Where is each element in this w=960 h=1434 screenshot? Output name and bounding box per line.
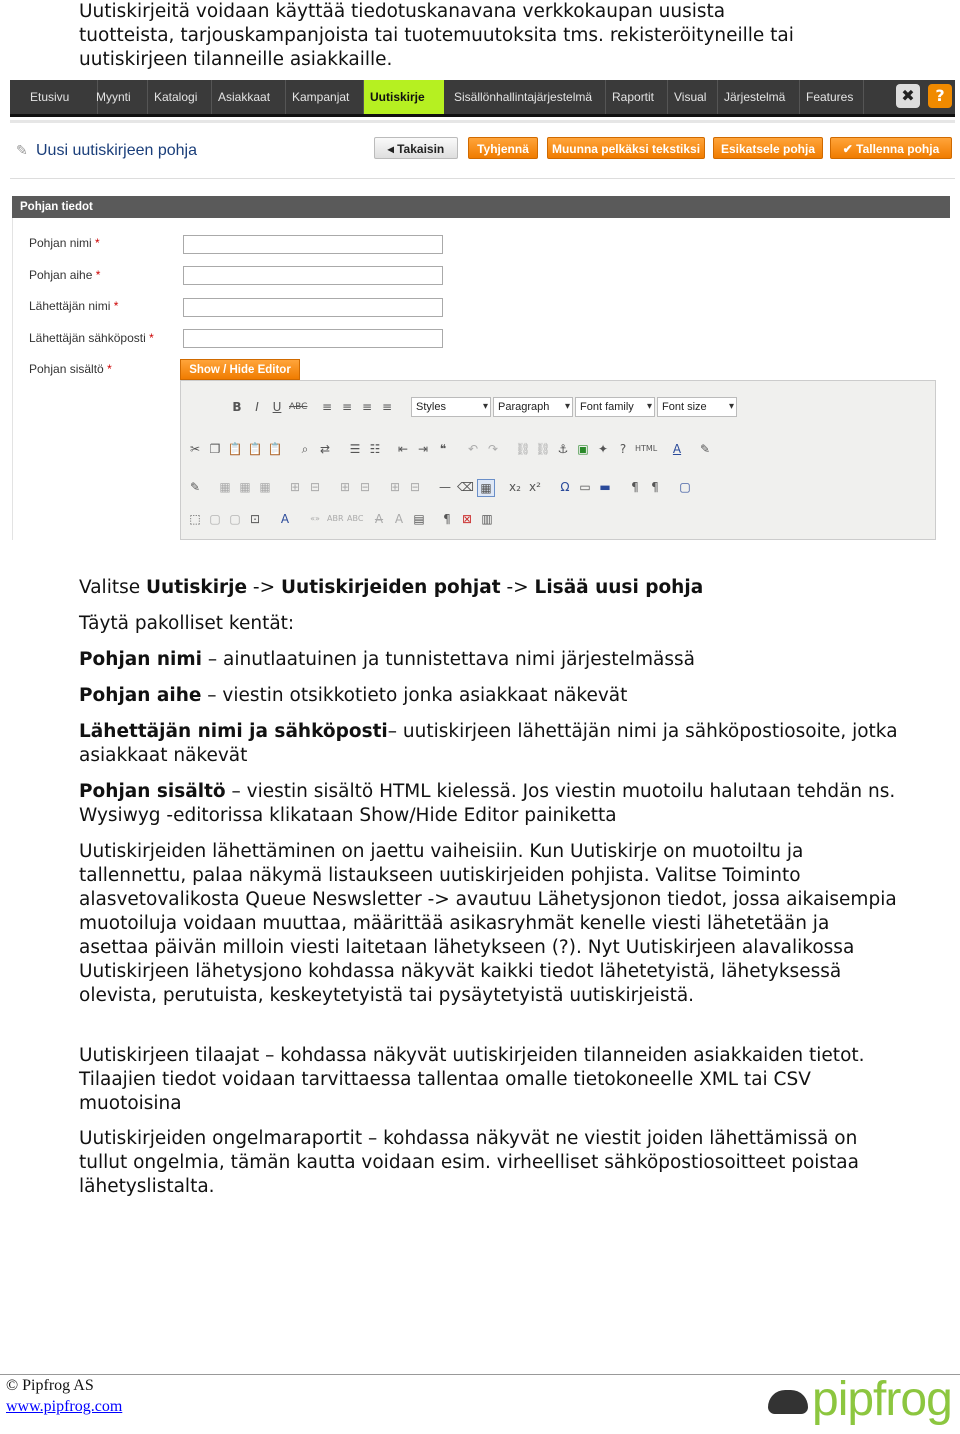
delete-row-icon[interactable]: ⊟ xyxy=(309,480,321,494)
tools-icon[interactable]: ✖ xyxy=(896,84,920,108)
nav-myynti[interactable]: Myynti xyxy=(90,80,148,114)
insert-col-icon[interactable]: ⊞ xyxy=(339,480,351,494)
label-content xyxy=(29,362,112,376)
page-title: Uusi uutiskirjeen pohja xyxy=(36,142,197,159)
reset-button[interactable]: Tyhjennä xyxy=(468,137,538,159)
cleanup-icon[interactable]: ✦ xyxy=(597,442,609,456)
intro-text xyxy=(79,0,899,72)
back-icon: ◂ xyxy=(387,142,398,156)
help-editor-icon[interactable]: ? xyxy=(619,442,627,456)
table-cell-props-icon[interactable]: ▦ xyxy=(259,480,271,494)
italic-icon[interactable]: I xyxy=(255,400,259,414)
pipfrog-logo: pipfrog xyxy=(812,1373,952,1426)
insert-layer-icon[interactable]: ⬚ xyxy=(189,512,201,526)
align-justify-icon[interactable]: ≡ xyxy=(381,400,393,414)
copy-icon[interactable]: ❐ xyxy=(209,442,221,456)
blockquote-icon[interactable]: ❝ xyxy=(439,442,447,456)
visualchars-icon[interactable]: ¶ xyxy=(443,512,451,526)
label-name xyxy=(29,236,100,250)
nav-kampanjat[interactable]: Kampanjat xyxy=(286,80,364,114)
cite-icon[interactable]: «» xyxy=(310,514,320,523)
move-forward-icon[interactable]: ▢ xyxy=(209,512,221,526)
main-nav xyxy=(10,80,955,117)
field-desc: – viestin otsikkotieto jonka asiakkaat näkevät xyxy=(201,685,628,706)
field-desc: – viestin sisältö HTML kielessä. Jos viestin muotoilu halutaan tehdän ns. Wysiwyg -editorissa klikataan Show/Hide Editor painiketta xyxy=(79,781,896,826)
label-subject xyxy=(29,268,100,282)
label-text: Lähettäjän nimi xyxy=(29,299,111,313)
redo-icon[interactable]: ↷ xyxy=(487,442,499,456)
paste-text-icon[interactable]: 📋 xyxy=(247,442,263,456)
nav-asiakkaat[interactable]: Asiakkaat xyxy=(212,80,286,114)
intro-line: Uutiskirjeitä voidaan käyttää tiedotuskanavana verkkokaupan uusista xyxy=(79,1,726,22)
menu-ref: Lisää uusi pohja xyxy=(534,577,704,598)
horizontal-rule-icon[interactable]: — xyxy=(439,480,451,494)
pagebreak-icon[interactable]: ▥ xyxy=(481,512,493,526)
link-icon[interactable]: ⛓ xyxy=(515,442,531,456)
cut-icon[interactable]: ✂ xyxy=(189,442,201,456)
footer-link[interactable]: www.pipfrog.com xyxy=(6,1398,123,1415)
media-icon[interactable]: ▭ xyxy=(579,480,591,494)
abbr-icon[interactable]: ABR xyxy=(327,514,344,523)
nav-visual[interactable]: Visual xyxy=(668,80,718,114)
nav-features[interactable]: Features xyxy=(800,80,864,114)
field-term: Pohjan sisältö xyxy=(79,781,226,802)
find-icon[interactable]: ⌕ xyxy=(301,442,309,456)
font-size-select[interactable]: Font size ▾ xyxy=(657,397,737,417)
save-button[interactable] xyxy=(830,137,952,159)
split-cells-icon[interactable]: ⊞ xyxy=(389,480,401,494)
sending-paragraph: Uutiskirjeiden lähettäminen on jaettu vaiheisiin. Kun Uutiskirje on muotoiltu ja tallennettu, palaa näkymä listaukseen uutiskirjeiden pohjista. Valitse Toiminto alasvetovalikosta Queue Neswsletter -> avautuu Lähetysjonon tiedot, jossa aikaisempia muotoiluja voidaan muuttaa, määrittää asikasryhmät kenelle viesti lähetetään ja asettaa päivän milloin viesti laitetaan lähetykseen (?). Nyt Uutiskirjeen alavalikossa Uutiskirjeen lähetysjono kohdassa näkyvät kaikki tiedot lähetetyistä, lähetyksessä olevista, perutuista, keskeytetyistä tai pysäytetyistä uutiskirjeistä. xyxy=(79,841,897,1006)
section-title: Pohjan tiedot xyxy=(12,196,950,218)
subject-input[interactable] xyxy=(183,266,443,285)
paste-word-icon[interactable]: 📋 xyxy=(267,442,283,456)
check-icon: ✔ xyxy=(842,142,857,156)
nav-raportit[interactable]: Raportit xyxy=(606,80,668,114)
fullscreen-icon[interactable]: ▢ xyxy=(679,480,691,494)
problem-reports-paragraph: Uutiskirjeiden ongelmaraportit – kohdassa näkyvät ne viestit joiden lähettämissä on tullut ongelmia, tämän kautta voidaan esim. virheelliset sähköpostiosoitteet poistaa lähetyslistalta. xyxy=(79,1128,859,1197)
paste-icon[interactable]: 📋 xyxy=(227,442,243,456)
edit-css-icon[interactable]: ✎ xyxy=(189,480,201,494)
nav-divider xyxy=(10,120,955,123)
insert-row-icon[interactable]: ⊞ xyxy=(289,480,301,494)
menu-ref: Uutiskirje xyxy=(146,577,248,598)
nav-etusivu[interactable]: Etusivu xyxy=(24,80,98,114)
table-icon[interactable]: ▦ xyxy=(219,480,231,494)
ltr-icon[interactable]: ¶ xyxy=(631,480,639,494)
label-text: Lähettäjän sähköposti xyxy=(29,331,146,345)
field-term: Pohjan nimi xyxy=(79,649,203,670)
move-backward-icon[interactable]: ▢ xyxy=(229,512,241,526)
advanced-hr-icon[interactable]: ▬ xyxy=(599,480,611,494)
nav-uutiskirje[interactable]: Uutiskirje xyxy=(364,80,444,114)
align-left-icon[interactable]: ≡ xyxy=(321,400,333,414)
acronym-icon[interactable]: ABC xyxy=(347,514,364,523)
nav-katalogi[interactable]: Katalogi xyxy=(148,80,212,114)
sender-name-input[interactable] xyxy=(183,298,443,317)
text-color-icon[interactable]: A xyxy=(672,442,682,456)
admin-screenshot xyxy=(10,80,955,540)
align-center-icon[interactable]: ≡ xyxy=(341,400,353,414)
save-label: Tallenna pohja xyxy=(856,142,940,156)
html-source-icon[interactable]: HTML xyxy=(635,444,658,453)
strikethrough-icon[interactable]: ABC xyxy=(289,402,308,412)
numbered-list-icon[interactable]: ☷ xyxy=(369,442,381,456)
ins-icon[interactable]: A xyxy=(394,512,404,526)
label-sender-email xyxy=(29,331,154,345)
subscript-icon[interactable]: x₂ xyxy=(509,480,521,494)
text: -> xyxy=(500,577,535,598)
label-text: Pohjan sisältö xyxy=(29,362,104,376)
table-row-props-icon[interactable]: ▦ xyxy=(239,480,251,494)
field-desc-content xyxy=(79,780,899,828)
field-desc: – ainutlaatuinen ja tunnistettava nimi järjestelmässä xyxy=(202,649,695,670)
merge-cells-icon[interactable]: ⊟ xyxy=(409,480,421,494)
header-divider xyxy=(10,178,955,179)
edit-pencil-icon: ✎ xyxy=(16,143,28,159)
required-mark: * xyxy=(113,299,119,313)
del-icon[interactable]: A xyxy=(374,512,384,526)
required-mark: * xyxy=(149,331,154,345)
required-mark: * xyxy=(95,268,101,282)
anchor-icon[interactable]: ⚓ xyxy=(557,442,569,456)
absolute-icon[interactable]: ⊡ xyxy=(249,512,261,526)
image-icon[interactable]: ▣ xyxy=(577,442,589,456)
nonbreaking-icon[interactable]: ⊠ xyxy=(461,512,473,526)
label-text: Pohjan aihe xyxy=(29,268,93,282)
field-desc-name xyxy=(79,648,899,672)
replace-icon[interactable]: ⇄ xyxy=(319,442,331,456)
instruction-path xyxy=(79,576,899,600)
text: -> xyxy=(247,577,281,598)
required-fields-intro: Täytä pakolliset kentät: xyxy=(79,613,295,634)
name-input[interactable] xyxy=(183,235,443,254)
back-button[interactable] xyxy=(374,137,458,159)
bullet-list-icon[interactable]: ☰ xyxy=(349,442,361,456)
label-text: Pohjan nimi xyxy=(29,236,92,250)
convert-text-button[interactable]: Muunna pelkäksi tekstiksi xyxy=(547,137,705,159)
intro-line: uutiskirjeen tilanneille asiakkaille. xyxy=(79,49,393,70)
back-label: Takaisin xyxy=(397,142,445,156)
field-term: Pohjan aihe xyxy=(79,685,202,706)
format-select[interactable]: Paragraph ▾ xyxy=(493,397,573,417)
field-term: Lähettäjän nimi ja sähköposti xyxy=(79,721,388,742)
unlink-icon[interactable]: ⛓ xyxy=(535,442,551,456)
field-desc-sender xyxy=(79,720,899,768)
bold-icon[interactable]: B xyxy=(232,400,242,414)
help-icon[interactable]: ? xyxy=(928,84,952,108)
attribs-icon[interactable]: ▤ xyxy=(413,512,425,526)
field-desc: – uutiskirjeen lähettäjän nimi ja sähköpostiosoite, jotka asiakkaat näkevät xyxy=(79,721,898,766)
outdent-icon[interactable]: ⇤ xyxy=(397,442,409,456)
intro-line: tuotteista, tarjouskampanjoista tai tuotemuutoksita tms. rekisteröityneille tai xyxy=(79,25,794,46)
preview-button[interactable]: Esikatsele pohja xyxy=(713,137,823,159)
required-mark: * xyxy=(107,362,112,376)
rtl-icon[interactable]: ¶ xyxy=(651,480,659,494)
text: Valitse xyxy=(79,577,146,598)
background-color-icon[interactable]: ✎ xyxy=(699,442,711,456)
styles-select[interactable]: Styles ▾ xyxy=(411,397,491,417)
frog-logo-icon xyxy=(768,1390,808,1414)
superscript-icon[interactable]: x² xyxy=(529,480,541,494)
align-right-icon[interactable]: ≡ xyxy=(361,400,373,414)
delete-col-icon[interactable]: ⊟ xyxy=(359,480,371,494)
field-desc-subject xyxy=(79,684,899,708)
footer-copyright: © Pipfrog AS xyxy=(6,1377,94,1394)
subscribers-paragraph: Uutiskirjeen tilaajat – kohdassa näkyvät uutiskirjeiden tilanneiden asiakkaiden tietot. Tilaajien tiedot voidaan tarvittaessa tallentaa omalle tietokoneelle XML tai CSV muotoisina xyxy=(79,1045,865,1114)
sender-email-input[interactable] xyxy=(183,329,443,348)
indent-icon[interactable]: ⇥ xyxy=(417,442,429,456)
menu-ref: Uutiskirjeiden pohjat xyxy=(281,577,501,598)
label-sender-name xyxy=(29,299,118,313)
nav-sisallonhallinta[interactable]: Sisällönhallintajärjestelmä xyxy=(448,80,606,114)
remove-format-icon[interactable]: ⌫ xyxy=(457,480,474,494)
underline-icon[interactable]: U xyxy=(272,400,282,414)
visual-aid-icon[interactable]: ▦ xyxy=(477,479,495,497)
nav-jarjestelma[interactable]: Järjestelmä xyxy=(718,80,800,114)
styleprops-icon[interactable]: A xyxy=(280,512,290,526)
wysiwyg-editor xyxy=(180,380,936,540)
special-char-icon[interactable]: Ω xyxy=(560,480,570,494)
show-hide-editor-button[interactable]: Show / Hide Editor xyxy=(180,359,300,380)
undo-icon[interactable]: ↶ xyxy=(467,442,479,456)
required-mark: * xyxy=(95,236,100,250)
font-family-select[interactable]: Font family ▾ xyxy=(575,397,655,417)
